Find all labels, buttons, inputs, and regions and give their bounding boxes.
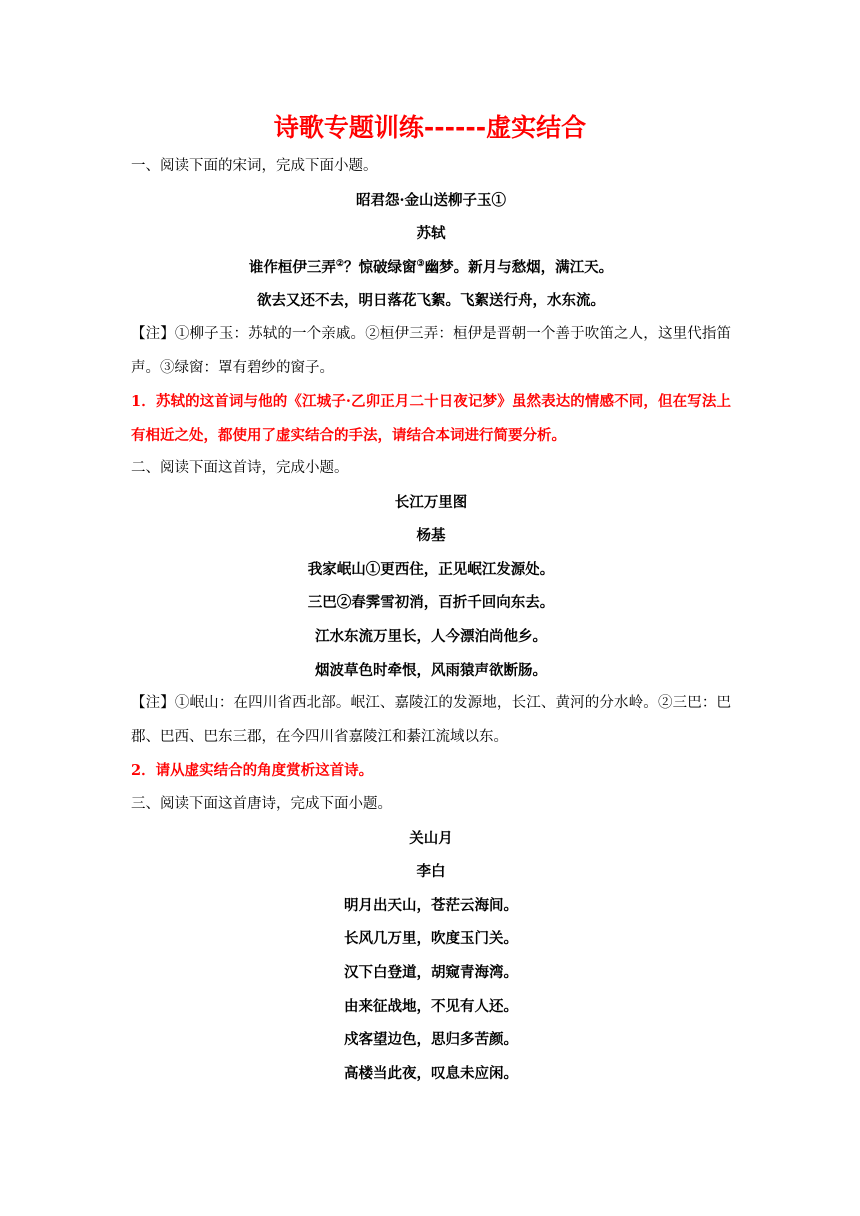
section-2 (131, 452, 731, 788)
section-1-note: 【注】①柳子玉：苏轼的一个亲戚。②桓伊三弄：桓伊是晋朝一个善于吹笛之人，这里代指笛声。③绿窗：罩有碧纱的窗子。 (131, 325, 731, 376)
section-2-poem-line: 江水东流万里长，人今漂泊尚他乡。 (315, 627, 547, 645)
section-1-poem-line-2: 欲去又还不去，明日落花飞絮。飞絮送行舟，水东流。 (257, 292, 605, 310)
section-2-note: 【注】①岷山：在四川省西北部。岷江、嘉陵江的发源地，长江、黄河的分水岭。②三巴：巴郡、巴西、巴东三郡，在今四川省嘉陵江和綦江流域以东。 (131, 695, 731, 745)
footnote-marker-3: ③ (416, 258, 425, 269)
section-3-poem-line: 高楼当此夜，叹息未应闲。 (344, 1064, 518, 1082)
section-3-heading: 三、阅读下面这首唐诗，完成下面小题。 (131, 796, 392, 812)
poem-line-1-part-b: ？惊破绿窗 (344, 258, 417, 276)
section-2-poem-line: 烟波草色时牵恨，风雨猿声欲断肠。 (315, 661, 547, 679)
section-1 (131, 150, 731, 452)
footnote-marker-2: ② (335, 258, 344, 269)
section-1-poem-title: 昭君怨·金山送柳子玉① (355, 191, 507, 209)
section-3 (131, 788, 731, 1090)
section-2-heading: 二、阅读下面这首诗，完成小题。 (131, 460, 349, 476)
section-3-poem-line: 长风几万里，吹度玉门关。 (344, 930, 518, 948)
section-3-poem-title: 关山月 (409, 829, 453, 847)
section-3-poem-line: 由来征战地，不见有人还。 (344, 997, 518, 1015)
section-1-author: 苏轼 (416, 225, 446, 243)
section-3-poem-line: 汉下白登道，胡窥青海湾。 (344, 963, 518, 981)
section-3-author: 李白 (416, 863, 446, 881)
section-2-poem-line: 我家岷山①更西住，正见岷江发源处。 (307, 560, 555, 578)
section-3-poem-line: 戍客望边色，思归多苦颜。 (344, 1031, 518, 1049)
section-1-poem-line-1 (131, 251, 731, 285)
section-1-heading: 一、阅读下面的宋词，完成下面小题。 (131, 158, 378, 174)
section-2-poem-line: 三巴②春霁雪初消，百折千回向东去。 (307, 594, 555, 612)
poem-line-1-part-a: 谁作桓伊三弄 (248, 258, 336, 276)
poem-line-1-part-c: 幽梦。新月与愁烟，满江天。 (424, 258, 614, 276)
question-2: 2．请从虚实结合的角度赏析这首诗。 (131, 762, 374, 780)
section-2-author: 杨基 (416, 527, 446, 545)
question-1: 1．苏轼的这首词与他的《江城子·乙卯正月二十日夜记梦》虽然表达的情感不同，但在写法上有相近之处，都使用了虚实结合的手法，请结合本词进行简要分析。 (131, 393, 731, 444)
section-3-poem-line: 明月出天山，苍茫云海间。 (344, 896, 518, 914)
document-title: 诗歌专题训练------虚实结合 (273, 113, 587, 142)
section-2-poem-title: 长江万里图 (394, 493, 468, 511)
